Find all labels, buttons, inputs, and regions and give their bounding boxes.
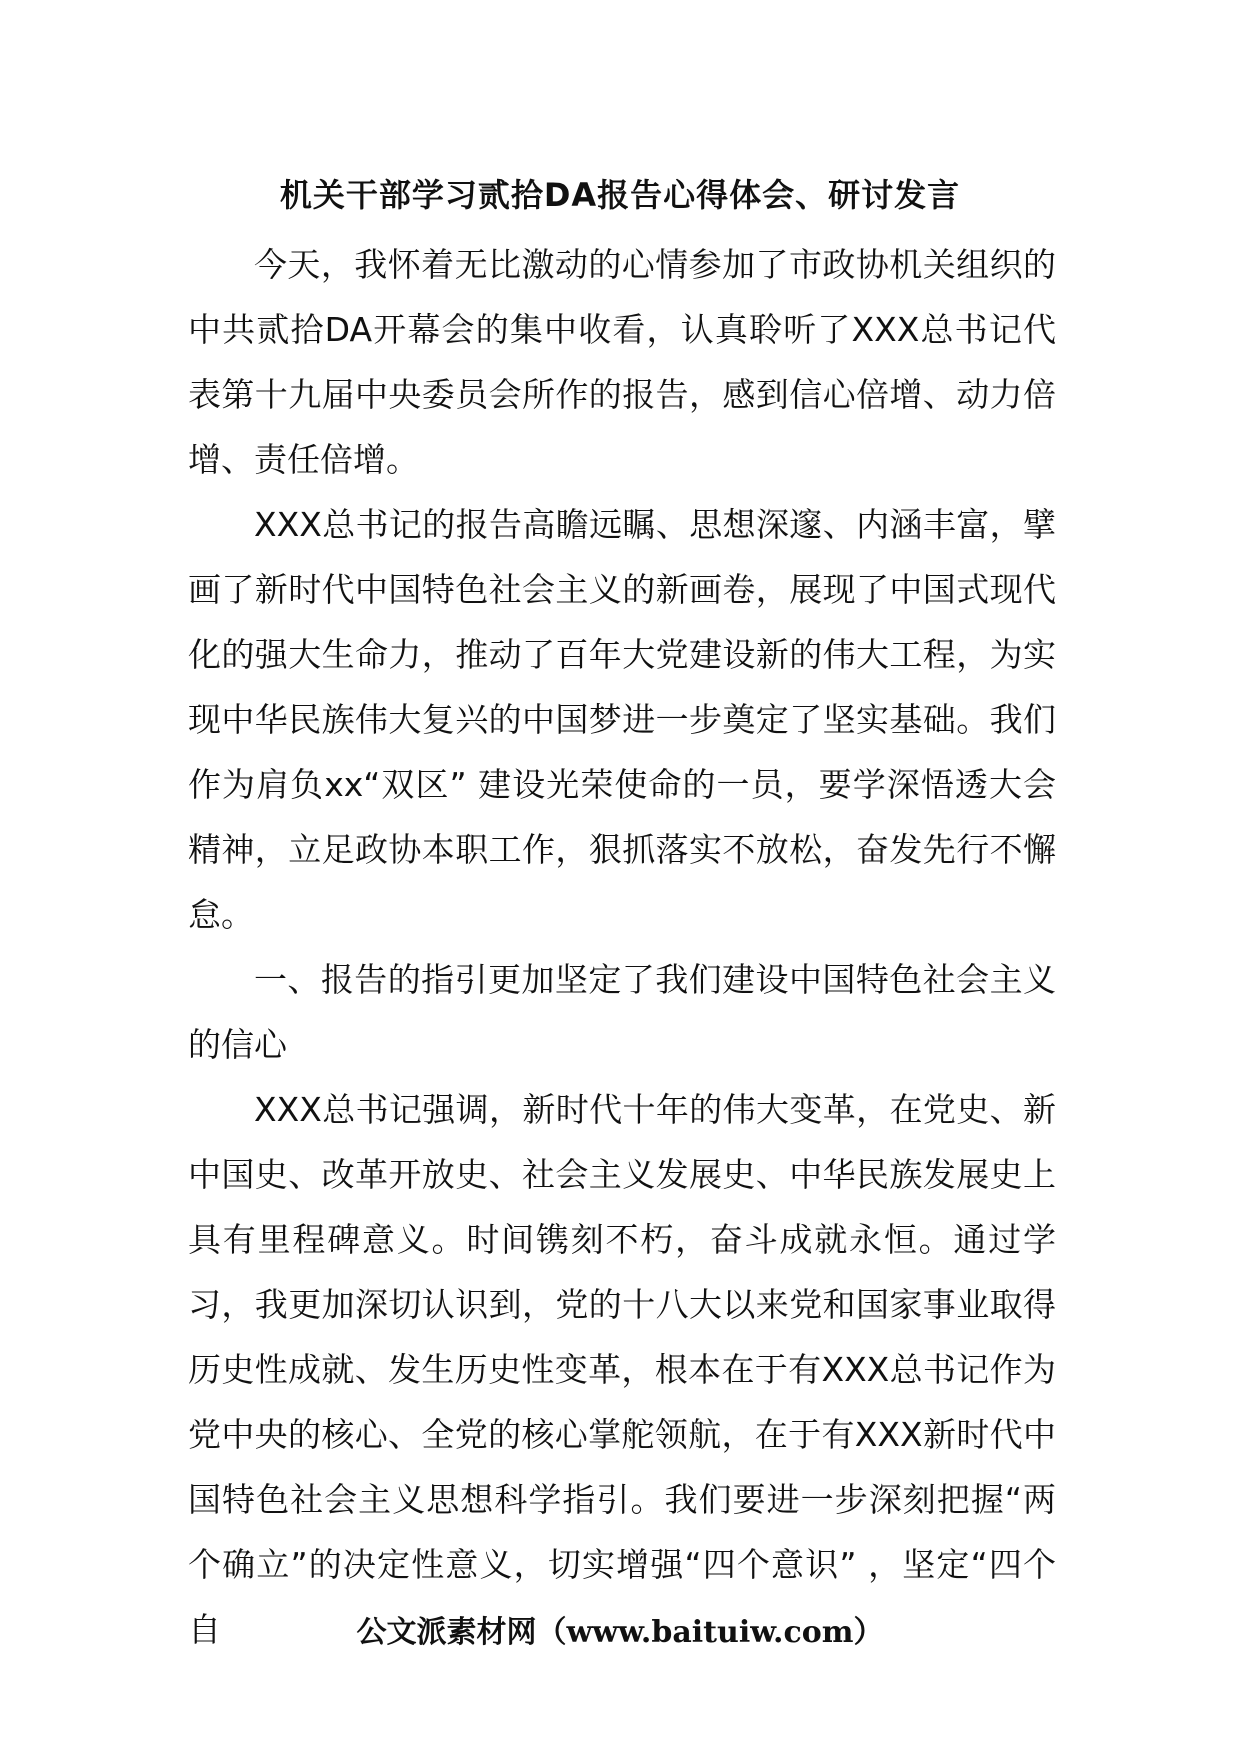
- document-title: 机关干部学习贰拾DA报告心得体会、研讨发言: [279, 176, 961, 214]
- paragraph-intro: 今天，我怀着无比激动的心情参加了市政协机关组织的中共贰拾DA开幕会的集中收看，认真聆听了XXX总书记代表第十九届中央委员会所作的报告，感到信心倍增、动力倍增、责任倍增。: [188, 245, 1056, 479]
- footer-watermark: 公文派素材网（www.baituiw.com）: [356, 1615, 884, 1650]
- section-heading-one: 一、报告的指引更加坚定了我们建设中国特色社会主义的信心: [188, 960, 1056, 1064]
- paragraph-report-summary: XXX总书记的报告高瞻远瞩、思想深邃、内涵丰富，擘画了新时代中国特色社会主义的新画卷，展现了中国式现代化的强大生命力，推动了百年大党建设新的伟大工程，为实现中华民族伟大复兴的中国梦进一步奠定了坚实基础。我们作为肩负xx“双区” 建设光荣使命的一员，要学深悟透大会精神，立足政协本职工作，狠抓落实不放松，奋发先行不懈怠。: [188, 505, 1056, 934]
- paragraph-section-one: XXX总书记强调，新时代十年的伟大变革，在党史、新中国史、改革开放史、社会主义发展史、中华民族发展史上具有里程碑意义。时间镌刻不朽，奋斗成就永恒。通过学习，我更加深切认识到，党的十八大以来党和国家事业取得历史性成就、发生历史性变革，根本在于有XXX总书记作为党中央的核心、全党的核心掌舵领航，在于有XXX新时代中国特色社会主义思想科学指引。我们要进一步深刻把握“两个确立”的决定性意义，切实增强“四个意识” ，坚定“四个自: [188, 1090, 1056, 1649]
- document-body: [188, 232, 1056, 1662]
